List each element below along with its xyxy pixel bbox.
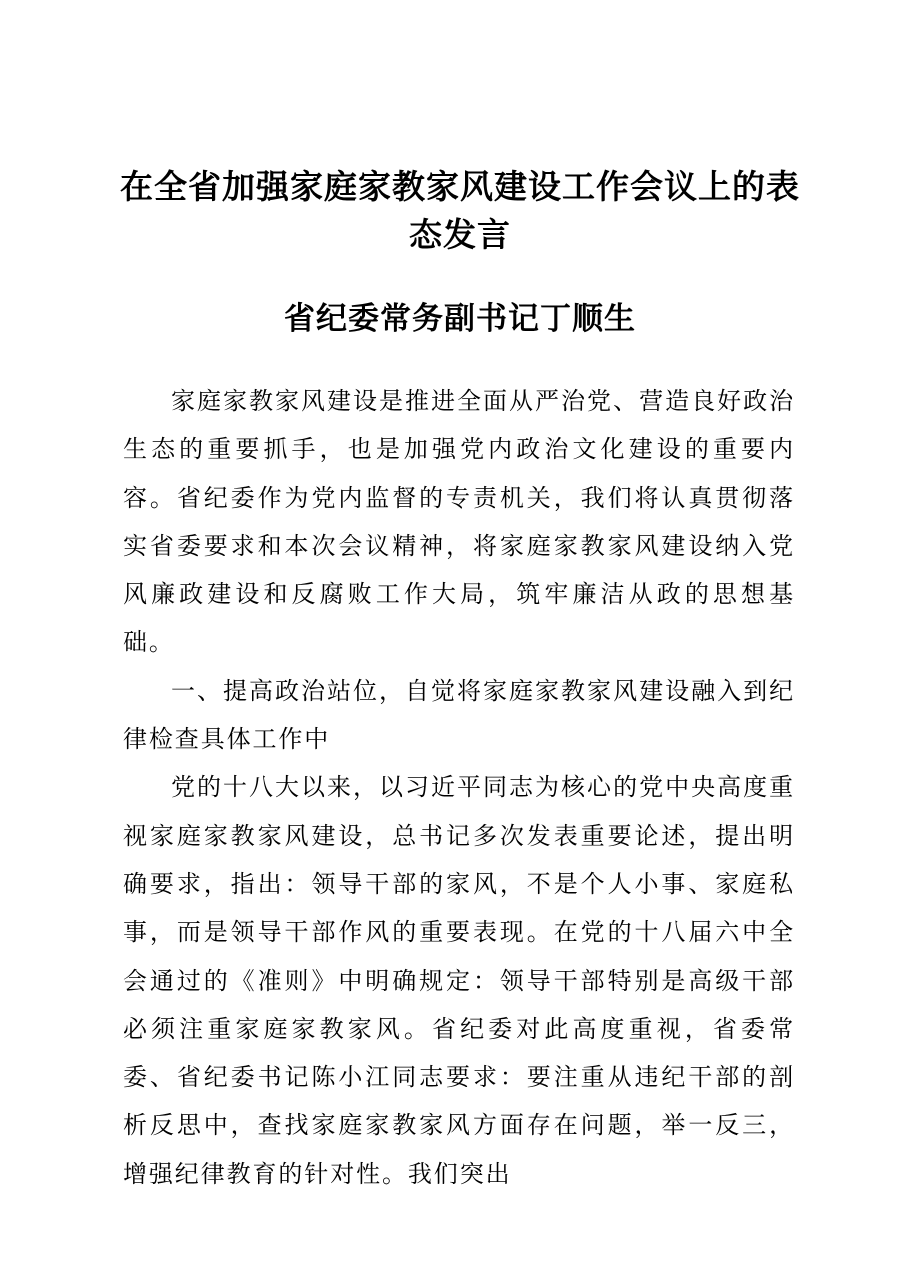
paragraph-section-1: 党的十八大以来，以习近平同志为核心的党中央高度重视家庭家教家风建设，总书记多次发表重要论述，提出明确要求，指出：领导干部的家风，不是个人小事、家庭私事，而是领导干部作风的重要表现。在党的十八届六中全会通过的《准则》中明确规定：领导干部特别是高级干部必须注重家庭家教家风。省纪委对此高度重视，省委常委、省纪委书记陈小江同志要求：要注重从违纪干部的剖析反思中，查找家庭家教家风方面存在问题，举一反三，增强纪律教育的针对性。我们突出 [123, 773, 795, 1188]
document-title: 在全省加强家庭家教家风建设工作会议上的表态发言 [120, 167, 800, 254]
document-body [123, 377, 795, 1198]
paragraph-intro: 家庭家教家风建设是推进全面从严治党、营造良好政治生态的重要抓手，也是加强党内政治文化建设的重要内容。省纪委作为党内监督的专责机关，我们将认真贯彻落实省委要求和本次会议精神，将家庭家教家风建设纳入党风廉政建设和反腐败工作大局，筑牢廉洁从政的思想基础。 [123, 387, 795, 657]
section-heading-1: 一、提高政治站位，自觉将家庭家教家风建设融入到纪律检查具体工作中 [123, 676, 795, 754]
document-author: 省纪委常务副书记丁顺生 [284, 301, 636, 337]
